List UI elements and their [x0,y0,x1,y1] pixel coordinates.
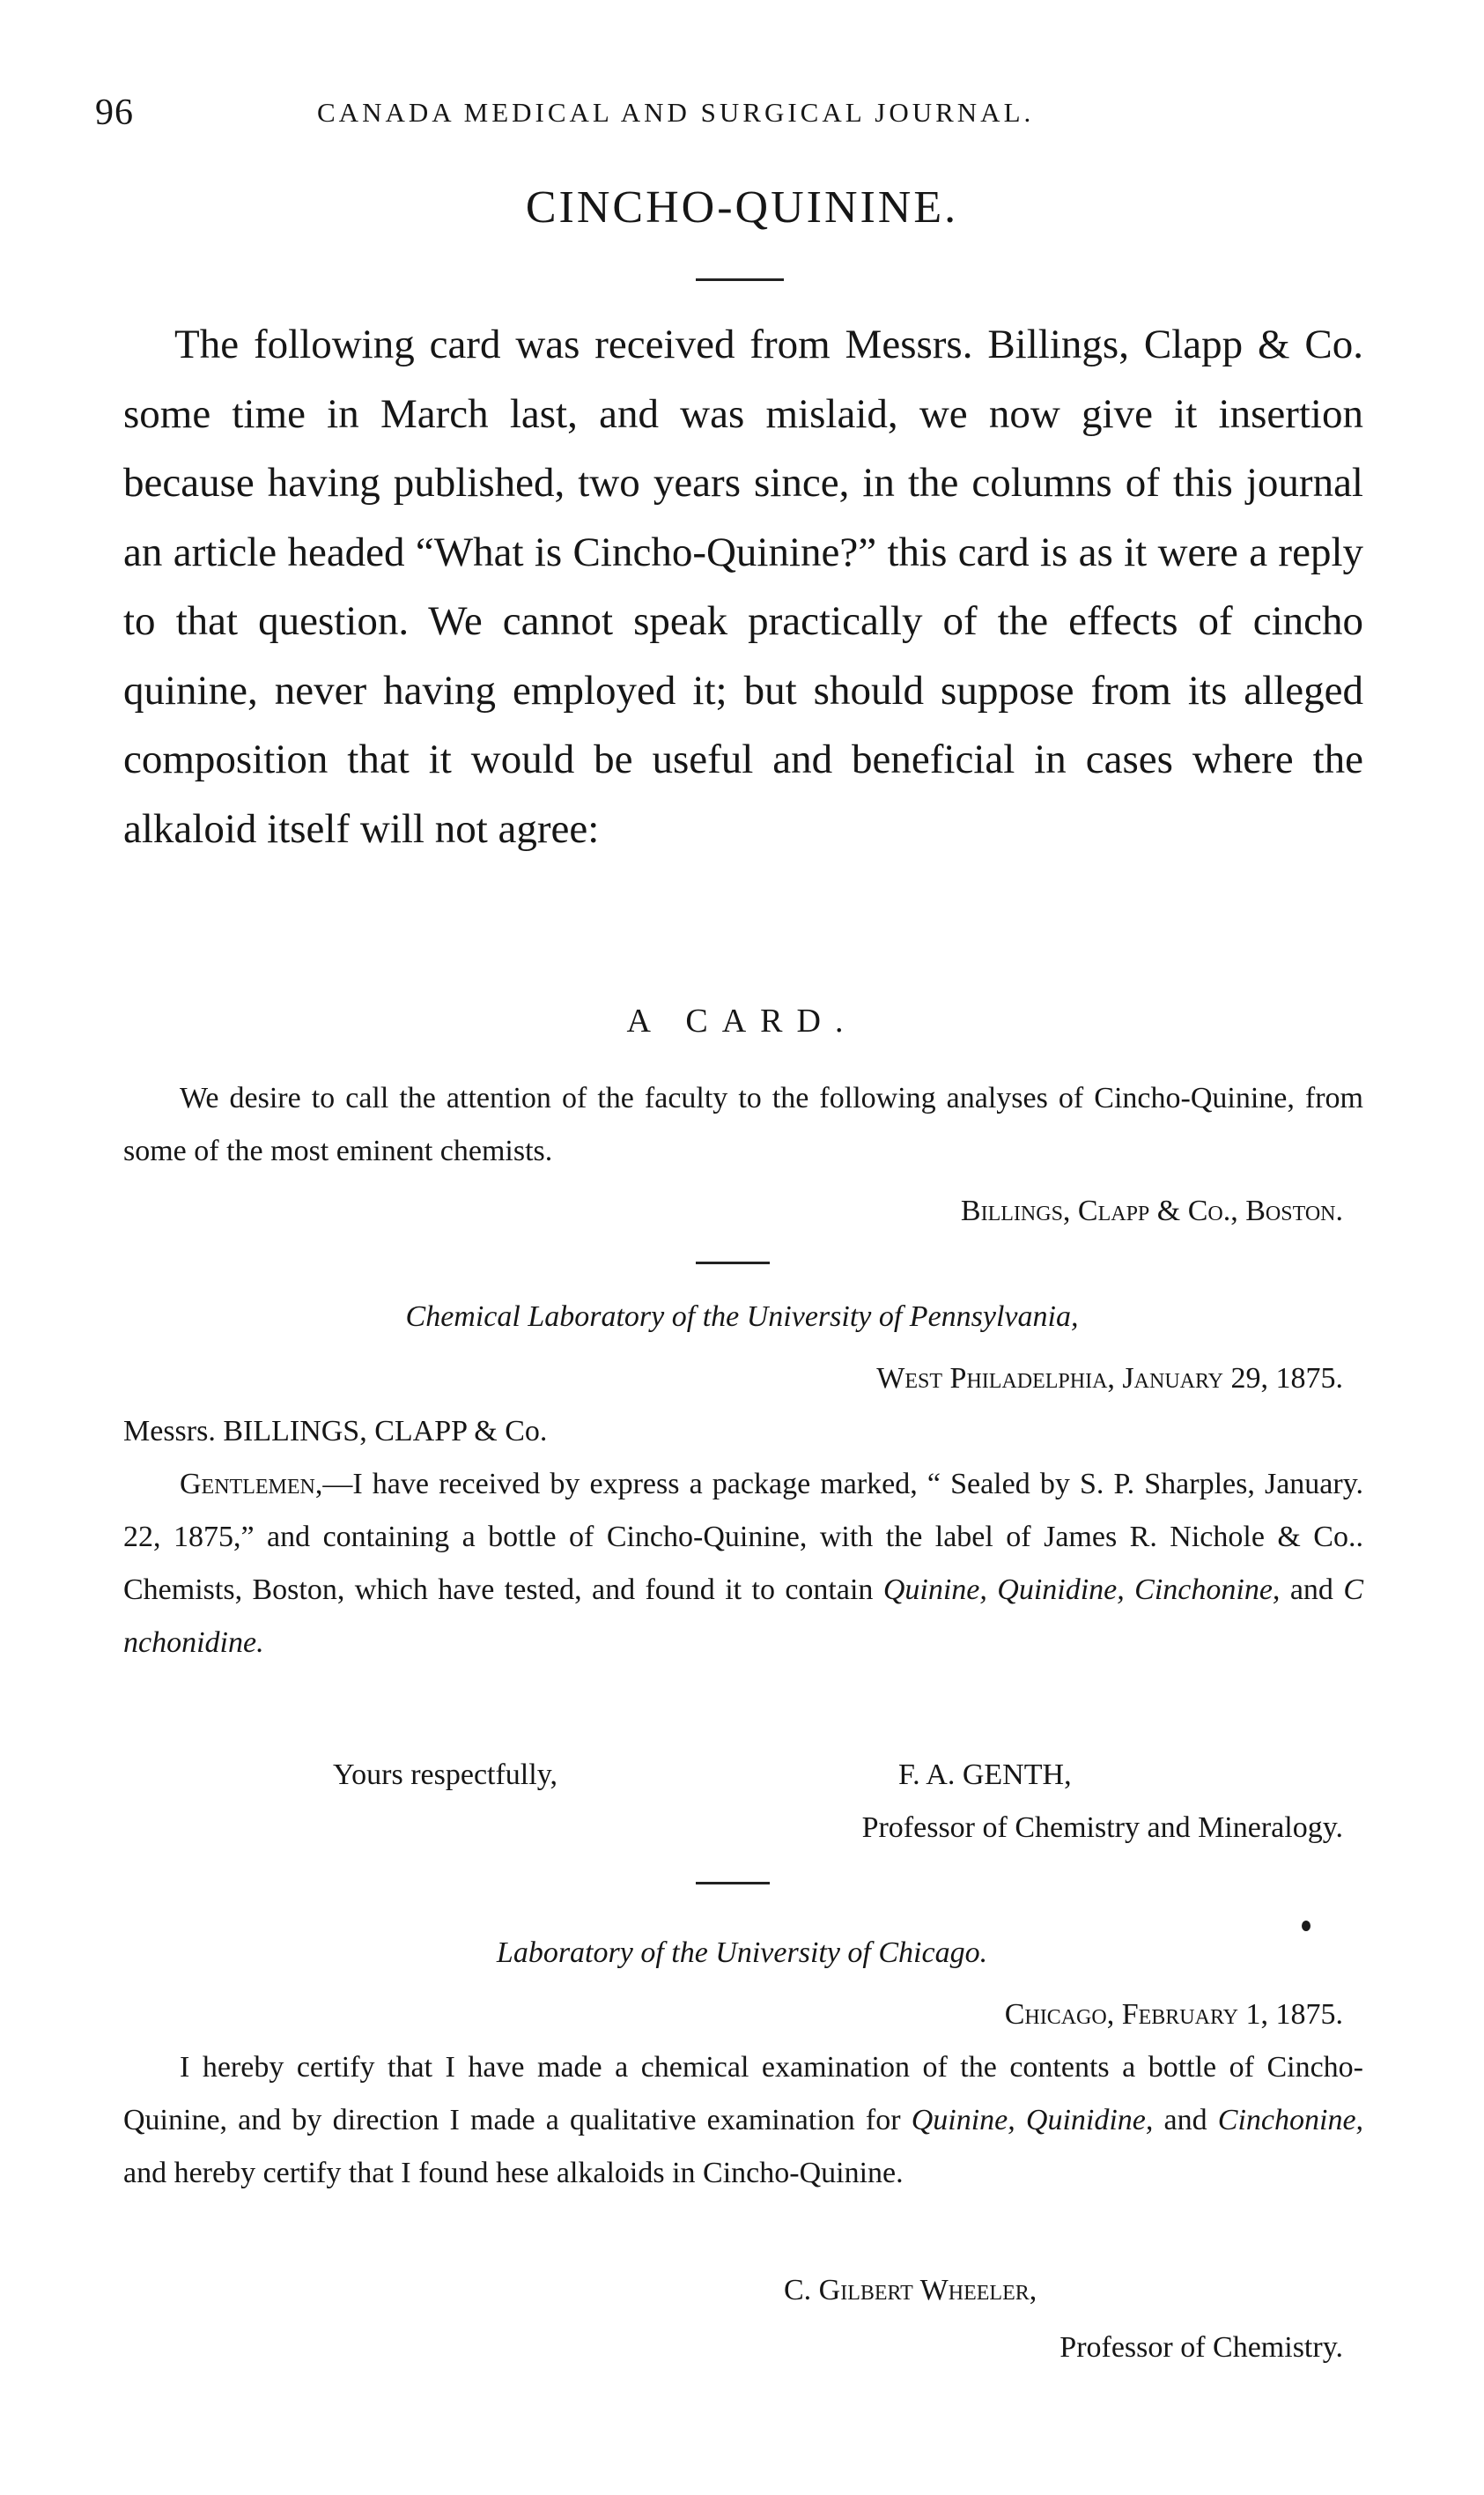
card-paragraph: We desire to call the attention of the faculty to the following analyses of Cincho-Quinine, from some of the most eminent chemists. [123,1082,1363,1167]
title-divider [696,278,784,281]
letter1-body [123,1458,1363,1670]
section-divider [696,1882,770,1884]
card-signature: Billings, Clapp & Co., Boston. [960,1195,1343,1227]
letter2-body [123,2041,1363,2200]
letter2-signer-title: Professor of Chemistry. [1059,2331,1343,2364]
letter2-laboratory: Laboratory of the University of Chicago. [496,1936,988,1969]
letter1-place-date: West Philadelphia, January 29, 1875. [876,1362,1343,1395]
letter2-body-start: I hereby certify that I have made a chemical examination of the contents a bottle of Cincho-Quinine, and by direction I made a qualitative examination for [123,2051,1363,2136]
intro-paragraph: The following card was received from Messrs. Billings, Clapp & Co. some time in March last, and was mislaid, we now give it insertion because having published, two years since, in the columns of this journal an article headed “What is Cincho-Quinine?” this card is as it were a reply to that question. We cannot speak practically of the effects of cincho quinine, never having employed it; but should suppose from its alleged composition that it would be useful and beneficial in cases where the alkaloid itself will not agree: [123,322,1363,852]
page-number: 96 [95,93,134,133]
letter2-signer: C. Gilbert Wheeler, [784,2274,1037,2306]
alkaloid-quinine: Quinine, [882,1573,987,1606]
alkaloid-cinchonidine: C nchonidine. [123,1573,1364,1659]
letter1-signer-title: Professor of Chemistry and Mineralogy. [861,1811,1343,1844]
alkaloid-cinchonine: Cinchonine, [1134,1573,1281,1606]
alkaloid-cinchonine: Cinchonine, [1217,2104,1364,2136]
article-title: CINCHO-QUININE. [525,182,959,233]
letter1-signer: F. A. GENTH, [898,1758,1072,1791]
and-word: and [1163,2104,1207,2136]
running-head: CANADA MEDICAL AND SURGICAL JOURNAL. [317,97,1035,128]
letter2-place-date: Chicago, February 1, 1875. [1004,1998,1343,2031]
letter2-body-end: and hereby certify that I found hese alkaloids in Cincho-Quinine. [123,2157,904,2189]
alkaloid-quinidine: Quinidine, [997,1573,1125,1606]
letter1-body-text: —I have received by express a package marked, “ Sealed by S. P. Sharples, January. 22, 1875,” and containing a bottle of Cincho-Quinine, with the label of James R. Nichole & Co.. Chemists, Boston, which have tested, and found it to contain [123,1468,1363,1606]
and-word: and [1289,1573,1333,1606]
letter1-laboratory: Chemical Laboratory of the University of Pennsylvania, [405,1300,1079,1333]
card-heading: A CARD. [626,1003,858,1040]
section-divider [696,1262,770,1264]
alkaloid-quinidine: Quinidine, [1025,2104,1154,2136]
letter1-addressee: Messrs. BILLINGS, CLAPP & Co. [123,1415,548,1447]
alkaloid-quinine: Quinine, [911,2104,1015,2136]
letter1-closing: Yours respectfully, [333,1758,557,1791]
letter1-salutation: Gentlemen, [180,1468,323,1500]
